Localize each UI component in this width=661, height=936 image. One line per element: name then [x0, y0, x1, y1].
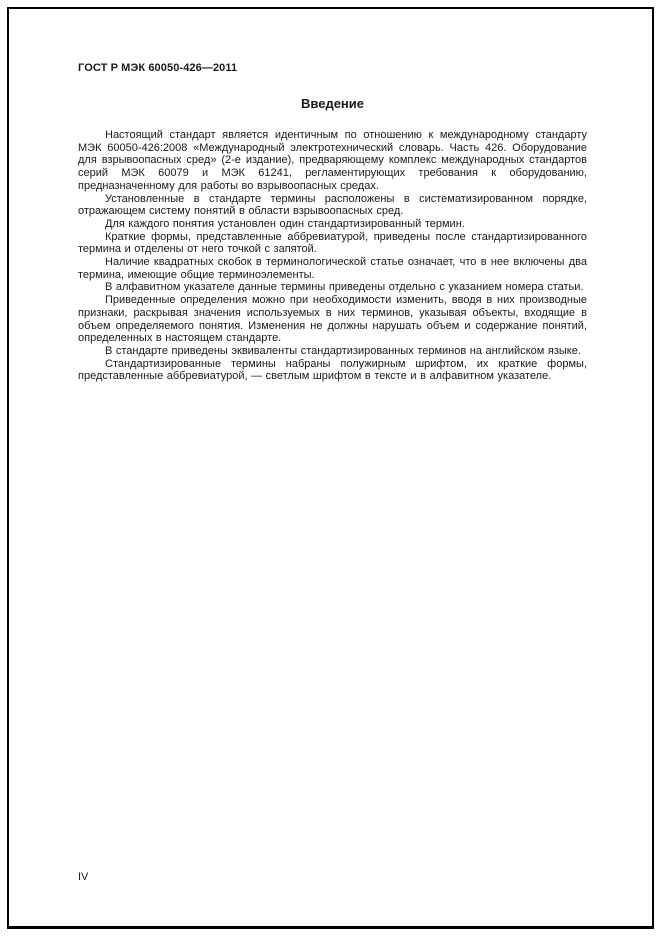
page-title: Введение	[301, 96, 364, 111]
paragraph: Установленные в стандарте термины расположены в систематизированном порядке, отражающем систему понятий в области взрывоопасных сред.	[78, 192, 587, 218]
body-text	[78, 129, 587, 383]
document-header: ГОСТ Р МЭК 60050-426—2011	[78, 62, 238, 74]
paragraph: Настоящий стандарт является идентичным по отношению к международному стандарту МЭК 60050-426:2008 «Международный электротехнический словарь. Часть 426. Оборудование для взрывоопасных сред» (2-е издание), предваряющему комплекс международных стандартов серий МЭК 60079 и МЭК 61241, регламентирующих требования к оборудованию, предназначенному для работы во взрывоопасных средах.	[78, 129, 587, 192]
page-number: IV	[78, 871, 89, 883]
paragraph: В стандарте приведены эквиваленты стандартизированных терминов на английском языке.	[105, 344, 581, 357]
paragraph: Для каждого понятия установлен один стандартизированный термин.	[105, 217, 465, 230]
paragraph: Краткие формы, представленные аббревиатурой, приведены после стандартизированного термина и отделены от него точкой с запятой.	[78, 230, 587, 256]
paragraph: Наличие квадратных скобок в терминологической статье означает, что в нее включены два термина, имеющие общие терминоэлементы.	[78, 256, 587, 281]
page-content	[78, 62, 587, 383]
paragraph: Стандартизированные термины набраны полужирным шрифтом, их краткие формы, представленные аббревиатурой, — светлым шрифтом в тексте и в алфавитном указателе.	[78, 357, 587, 383]
paragraph: Приведенные определения можно при необходимости изменить, вводя в них производные признаки, раскрывая значения используемых в них терминов, указывая объекты, входящие в объем определяемого понятия. Изменения не должны нарушать объем и содержание понятий, определенных в настоящем стандарте.	[78, 294, 587, 345]
paragraph: В алфавитном указателе данные термины приведены отдельно с указанием номера статьи.	[105, 281, 584, 294]
